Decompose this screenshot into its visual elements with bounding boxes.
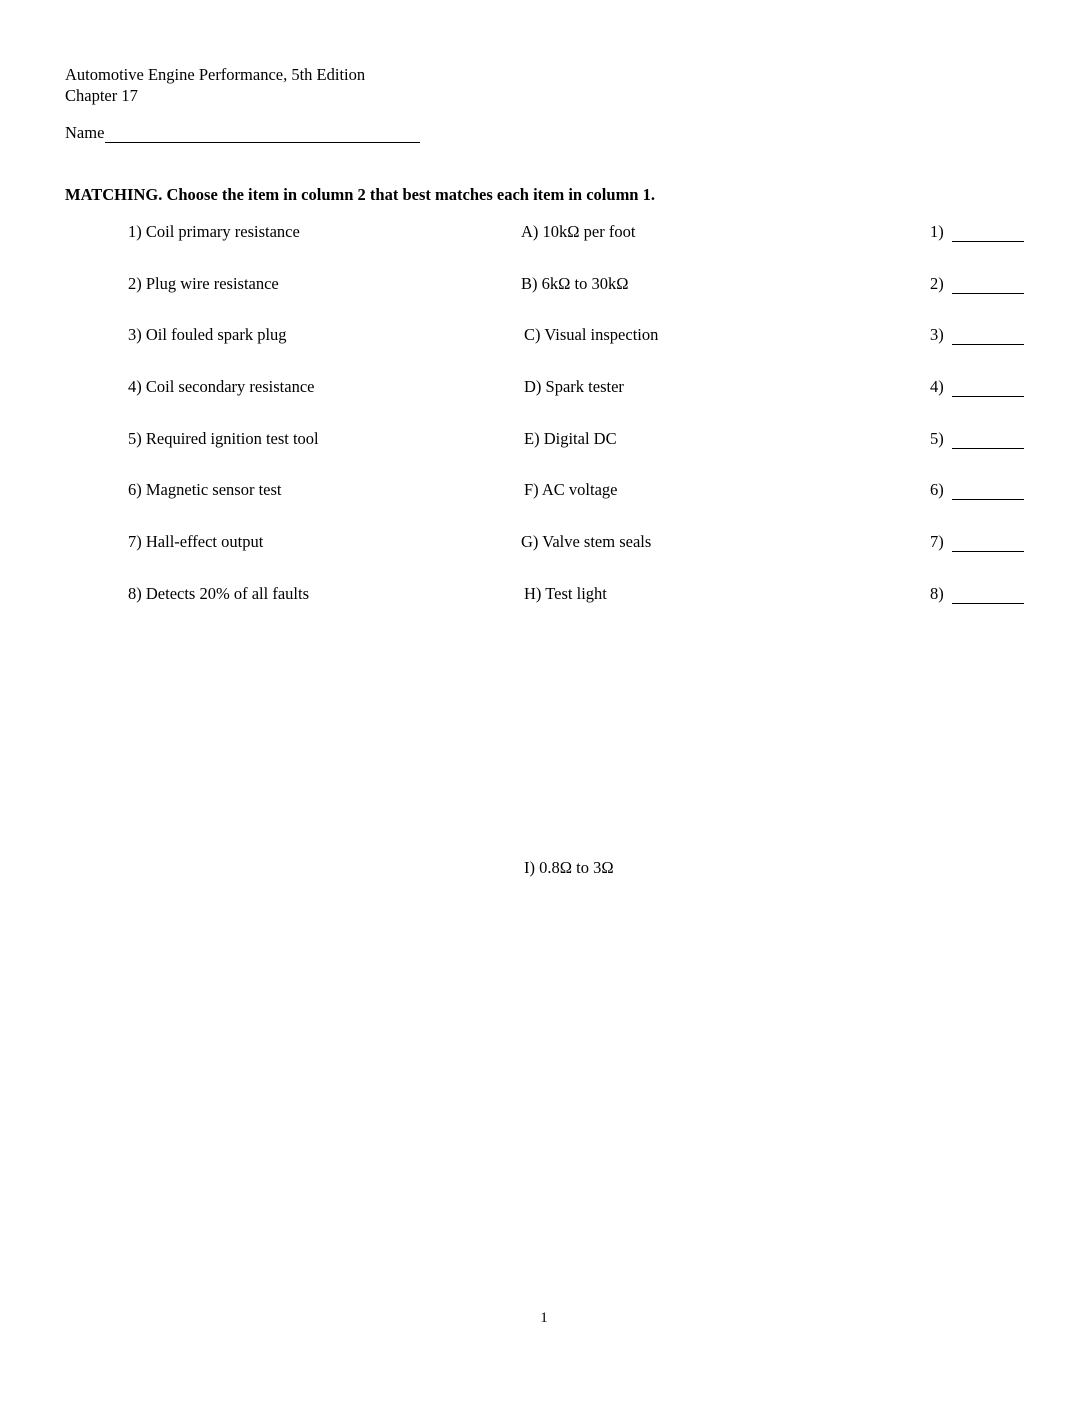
answer-input-3[interactable]	[952, 328, 1024, 345]
matching-row	[0, 377, 1088, 429]
answer-number-2: 2)	[930, 273, 944, 293]
answer-input-7[interactable]	[952, 535, 1024, 552]
answer-blank-3	[930, 325, 1024, 345]
matching-row	[0, 584, 1088, 636]
matching-row	[0, 325, 1088, 377]
answer-blank-7	[930, 532, 1024, 552]
answer-number-3: 3)	[930, 325, 944, 345]
matching-row	[0, 429, 1088, 481]
answer-blank-8	[930, 584, 1024, 604]
column2-item-e: E) Digital DC	[524, 428, 617, 448]
name-field-row	[65, 123, 420, 143]
column1-item-1: 1) Coil primary resistance	[128, 222, 300, 241]
matching-row	[0, 274, 1088, 326]
document-header	[65, 64, 365, 106]
answer-blank-1	[930, 222, 1024, 242]
answer-blank-2	[930, 274, 1024, 294]
column2-item-a: A) 10kΩ per foot	[521, 222, 636, 241]
answer-number-5: 5)	[930, 428, 944, 448]
answer-number-6: 6)	[930, 480, 944, 500]
matching-row	[0, 532, 1088, 584]
column1-item-7: 7) Hall-effect output	[128, 532, 264, 552]
answer-number-8: 8)	[930, 583, 944, 603]
column1-item-3: 3) Oil fouled spark plug	[128, 325, 287, 345]
name-label: Name	[65, 123, 105, 142]
matching-section	[0, 222, 1088, 877]
answer-blank-4	[930, 377, 1024, 397]
answer-number-7: 7)	[930, 532, 944, 552]
column1-item-2: 2) Plug wire resistance	[128, 273, 279, 293]
answer-input-1[interactable]	[952, 225, 1024, 242]
name-input[interactable]	[105, 125, 420, 143]
answer-number-1: 1)	[930, 222, 944, 241]
answer-input-5[interactable]	[952, 432, 1024, 449]
answer-input-2[interactable]	[952, 277, 1024, 294]
answer-number-4: 4)	[930, 377, 944, 397]
column1-item-6: 6) Magnetic sensor test	[128, 480, 282, 500]
column2-item-f: F) AC voltage	[524, 480, 618, 500]
page-number: 1	[540, 1310, 548, 1326]
matching-row	[0, 222, 1088, 274]
answer-blank-5	[930, 429, 1024, 449]
book-title: Automotive Engine Performance, 5th Edition	[65, 65, 366, 84]
matching-row	[0, 480, 1088, 532]
column2-item-i: I) 0.8Ω to 3Ω	[524, 858, 614, 877]
column1-item-5: 5) Required ignition test tool	[128, 428, 319, 448]
answer-input-4[interactable]	[952, 380, 1024, 397]
column2-item-c: C) Visual inspection	[524, 325, 659, 345]
column2-item-g: G) Valve stem seals	[521, 532, 652, 552]
column2-item-d: D) Spark tester	[524, 377, 624, 397]
column2-item-b: B) 6kΩ to 30kΩ	[521, 273, 629, 293]
instruction-text: MATCHING. Choose the item in column 2 that best matches each item in column 1.	[65, 185, 655, 204]
column1-item-8: 8) Detects 20% of all faults	[128, 583, 309, 603]
answer-blank-6	[930, 480, 1024, 500]
answer-input-6[interactable]	[952, 483, 1024, 500]
column2-item-h: H) Test light	[524, 583, 607, 603]
column1-item-4: 4) Coil secondary resistance	[128, 377, 315, 397]
chapter-label: Chapter 17	[65, 86, 138, 105]
answer-input-8[interactable]	[952, 587, 1024, 604]
